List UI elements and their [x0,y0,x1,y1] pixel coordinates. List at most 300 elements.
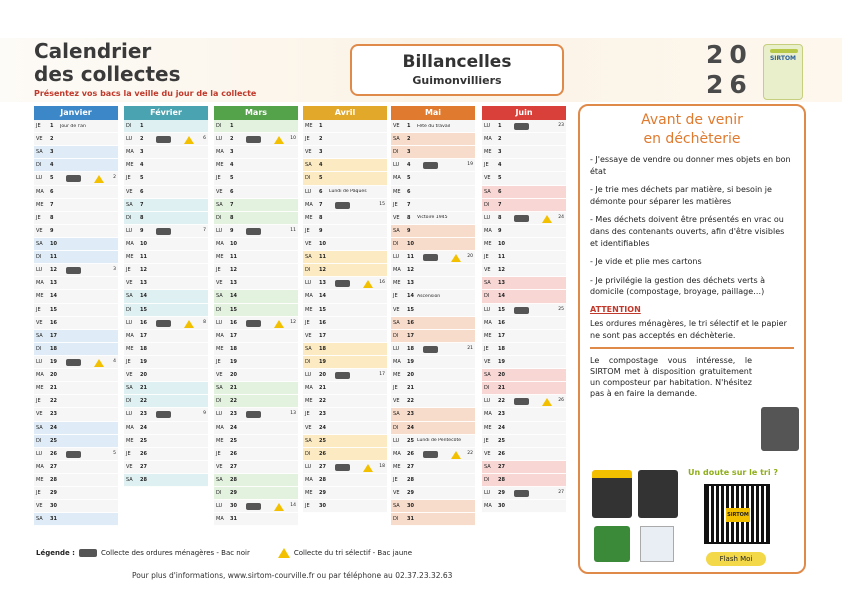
day-number: 18 [407,345,414,352]
day-row [214,461,298,474]
day-row [391,343,475,356]
month-header: Juin [482,106,566,120]
day-row [391,120,475,133]
weekday: SA [393,227,400,234]
week-number: 12 [290,319,296,325]
weekday: SA [36,149,43,156]
day-row [391,369,475,382]
day-number: 10 [407,241,414,248]
weekday: MA [36,188,44,195]
tips-list [580,154,804,298]
week-number: 16 [379,280,385,286]
day-number: 1 [407,123,411,130]
weekday: VE [305,332,312,339]
week-number: 4 [113,358,116,364]
weekday: MA [216,149,224,156]
day-number: 6 [230,188,234,195]
weekday: JE [305,227,310,234]
holiday-label: Victoire 1945 [417,215,448,221]
composter-image [761,407,799,451]
weekday: JE [393,201,398,208]
day-number: 20 [50,372,57,379]
day-row [124,343,208,356]
weekday: ME [484,241,492,248]
weekday: JE [216,450,221,457]
day-number: 22 [50,398,57,405]
weekday: LU [484,490,491,497]
week-number: 24 [558,214,564,220]
info-panel [578,104,806,574]
day-row [124,448,208,461]
day-number: 13 [407,280,414,287]
day-number: 27 [498,463,505,470]
day-row [214,369,298,382]
day-row [214,290,298,303]
day-number: 27 [140,463,147,470]
day-row [214,264,298,277]
sorting-question: Un doute sur le tri ? [688,468,779,477]
weekday: LU [393,162,400,169]
month-column [124,106,208,538]
week-number: 19 [467,162,473,168]
weekday: VE [216,372,223,379]
day-row [124,264,208,277]
yellow-triangle-icon [451,254,461,262]
weekday: MA [216,516,224,523]
day-row [391,356,475,369]
day-number: 4 [498,162,502,169]
day-number: 31 [230,516,237,523]
day-number: 19 [140,359,147,366]
yellow-triangle-icon [184,136,194,144]
day-number: 18 [319,345,326,352]
weekday: MA [484,319,492,326]
yellow-triangle-icon [274,136,284,144]
day-row [303,369,387,382]
day-row [34,146,118,159]
black-bin-icon [638,470,678,518]
day-number: 21 [407,385,414,392]
weekday: ME [484,149,492,156]
day-number: 9 [498,227,502,234]
weekday: JE [126,267,131,274]
day-row [214,159,298,172]
weekday: VE [305,424,312,431]
day-number: 11 [230,254,237,261]
day-number: 20 [140,372,147,379]
day-row [303,448,387,461]
day-number: 29 [50,490,57,497]
day-row [482,251,566,264]
day-number: 6 [319,188,323,195]
day-row [482,159,566,172]
day-row [34,448,118,461]
calendar-grid [34,106,572,538]
day-row [482,369,566,382]
black-bin-icon [66,359,81,366]
day-number: 4 [230,162,234,169]
weekday: VE [216,188,223,195]
weekday: SA [484,188,491,195]
weekday: SA [484,372,491,379]
day-row [482,290,566,303]
day-row [303,435,387,448]
divider [590,347,794,349]
day-row [214,500,298,513]
weekday: MA [393,267,401,274]
day-number: 10 [498,241,505,248]
day-row [214,199,298,212]
yellow-triangle-icon [274,503,284,511]
weekday: SA [126,293,133,300]
black-bin-icon [514,398,529,405]
day-row [303,304,387,317]
day-row [34,264,118,277]
day-number: 8 [140,214,144,221]
day-row [482,343,566,356]
day-row [34,172,118,185]
day-number: 14 [230,293,237,300]
day-number: 23 [50,411,57,418]
day-row [303,408,387,421]
day-row [303,199,387,212]
page-title: Calendrier des collectes [34,39,181,86]
weekday: LU [36,450,43,457]
black-bin-icon [423,254,438,261]
weekday: LU [305,463,312,470]
black-bin-icon [335,202,350,209]
weekday: ME [305,306,313,313]
weekday: JE [216,267,221,274]
weekday: MA [305,201,313,208]
day-row [482,435,566,448]
weekday: VE [393,398,400,405]
day-row [124,225,208,238]
day-number: 12 [498,267,505,274]
day-row [482,172,566,185]
month-column [391,106,475,538]
weekday: MA [126,424,134,431]
day-row [303,159,387,172]
weekday: ME [126,345,134,352]
weekday: DI [393,332,399,339]
day-row [391,172,475,185]
weekday: JE [216,359,221,366]
day-row [391,461,475,474]
weekday: VE [484,175,491,182]
day-number: 15 [230,306,237,313]
day-number: 8 [319,214,323,221]
day-number: 3 [407,149,411,156]
day-row [214,251,298,264]
panel-title: Avant de venir en déchèterie [641,112,743,147]
weekday: SA [216,201,223,208]
day-number: 27 [230,463,237,470]
black-bin-icon [246,228,261,235]
weekday: MA [36,463,44,470]
day-row [391,513,475,526]
day-number: 11 [319,254,326,261]
day-number: 3 [319,149,323,156]
day-number: 15 [50,306,57,313]
day-number: 23 [498,411,505,418]
black-bin-icon [246,320,261,327]
day-number: 13 [319,280,326,287]
day-row [34,435,118,448]
weekday: SA [484,463,491,470]
yellow-triangle-icon [184,320,194,328]
weekday: LU [393,437,400,444]
day-row [303,251,387,264]
black-bin-icon [66,175,81,182]
month-header: Février [124,106,208,120]
weekday: LU [305,372,312,379]
attention-text: Les ordures ménagères, le tri sélectif et le papier ne sont pas acceptés en déchèterie. [590,318,787,340]
day-number: 11 [50,254,57,261]
yellow-bin-icon [592,470,632,518]
weekday: LU [216,503,223,510]
day-row [303,356,387,369]
weekday: VE [216,463,223,470]
weekday: LU [216,319,223,326]
yellow-triangle-icon [542,215,552,223]
day-row [34,422,118,435]
weekday: MA [393,359,401,366]
weekday: VE [36,503,43,510]
day-number: 18 [140,345,147,352]
day-row [482,264,566,277]
day-row [482,199,566,212]
day-number: 22 [498,398,505,405]
day-number: 20 [230,372,237,379]
day-number: 25 [498,437,505,444]
weekday: JE [484,345,489,352]
day-row [482,448,566,461]
weekday: ME [393,463,401,470]
day-number: 14 [407,293,414,300]
weekday: VE [484,359,491,366]
day-number: 9 [140,227,144,234]
weekday: MA [393,450,401,457]
day-number: 23 [407,411,414,418]
weekday: ME [216,345,224,352]
weekday: JE [305,136,310,143]
week-number: 15 [379,201,385,207]
tip-item: - Je vide et plie mes cartons [590,257,702,267]
month-header: Mai [391,106,475,120]
weekday: LU [36,267,43,274]
yellow-triangle-icon [363,280,373,288]
week-number: 26 [558,398,564,404]
day-number: 24 [498,424,505,431]
day-number: 20 [319,372,326,379]
footer-info: Pour plus d'informations, www.sirtom-courville.fr ou par téléphone au 02.37.23.32.63 [132,571,453,580]
black-bin-icon [423,162,438,169]
weekday: DI [484,293,490,300]
weekday: DI [126,214,132,221]
weekday: MA [36,372,44,379]
day-number: 1 [498,123,502,130]
day-row [34,395,118,408]
day-row [303,343,387,356]
day-number: 1 [140,123,144,130]
weekday: SA [305,437,312,444]
day-number: 13 [140,280,147,287]
day-number: 11 [407,254,414,261]
day-number: 9 [319,227,323,234]
weekday: DI [305,267,311,274]
day-row [303,238,387,251]
day-row [34,290,118,303]
weekday: MA [305,385,313,392]
day-number: 28 [407,477,414,483]
black-bin-icon [514,307,529,314]
weekday: ME [36,201,44,208]
day-row [124,199,208,212]
day-row [124,159,208,172]
day-row [391,186,475,199]
sirtom-logo: SIRTOM [763,44,803,100]
weekday: MA [36,280,44,287]
day-row [34,238,118,251]
weekday: DI [36,254,42,261]
week-number: 20 [467,254,473,260]
day-number: 25 [50,437,57,444]
day-number: 12 [407,267,414,274]
day-row [391,330,475,343]
day-number: 3 [140,149,144,156]
weekday: VE [393,306,400,313]
day-number: 28 [498,477,505,483]
day-number: 25 [319,437,326,444]
day-row [482,317,566,330]
day-row [482,487,566,500]
day-row [124,172,208,185]
weekday: LU [126,136,133,143]
attention-heading: ATTENTION [590,304,641,314]
day-number: 5 [407,175,411,182]
weekday: VE [126,463,133,470]
flash-me-badge[interactable]: Flash Moi [706,552,766,566]
day-number: 19 [230,359,237,366]
day-row [124,408,208,421]
day-row [34,513,118,526]
day-row [482,330,566,343]
day-row [482,304,566,317]
day-number: 13 [498,280,505,287]
holiday-label: Lundi de Pâques [329,189,367,195]
weekday: MA [216,424,224,431]
day-row [482,408,566,421]
day-row [124,277,208,290]
year: 20 26 [706,40,753,99]
weekday: SA [36,516,43,523]
day-number: 1 [230,123,234,130]
day-row [124,422,208,435]
day-row [124,395,208,408]
day-row [391,500,475,513]
yellow-triangle-icon [94,359,104,367]
day-number: 7 [319,201,323,208]
day-row [391,290,475,303]
day-number: 22 [407,398,414,405]
day-number: 17 [407,332,414,339]
yellow-triangle-icon [363,464,373,472]
day-row [34,277,118,290]
day-row [303,186,387,199]
day-row [124,435,208,448]
page-subtitle: Présentez vos bacs la veille du jour de la collecte [34,89,257,98]
day-number: 16 [140,319,147,326]
day-number: 21 [140,385,147,392]
weekday: LU [484,306,491,313]
day-row [124,133,208,146]
weekday: DI [36,437,42,444]
week-number: 21 [467,345,473,351]
qr-code[interactable] [704,484,770,544]
day-number: 12 [140,267,147,274]
day-row [124,474,208,487]
compost-text: Le compostage vous intéresse, le SIRTOM met à disposition gratuitement un composteur par habitation. N'hésitez pas à en faire la demande. [590,356,752,399]
day-number: 14 [50,293,57,300]
day-row [391,395,475,408]
day-number: 25 [407,437,414,444]
weekday: DI [126,123,132,130]
weekday: ME [36,477,44,483]
day-row [124,461,208,474]
day-number: 29 [319,490,326,497]
day-number: 1 [319,123,323,130]
day-number: 15 [407,306,414,313]
day-row [34,317,118,330]
day-row [214,225,298,238]
day-number: 22 [140,398,147,405]
weekday: MA [216,332,224,339]
day-row [124,330,208,343]
day-number: 17 [230,332,237,339]
weekday: JE [126,175,131,182]
weekday: VE [484,267,491,274]
weekday: JE [36,306,41,313]
day-number: 29 [407,490,414,497]
day-row [34,120,118,133]
weekday: ME [126,162,134,169]
day-row [124,356,208,369]
day-row [214,304,298,317]
weekday: SA [305,345,312,352]
weekday: DI [484,477,490,483]
day-row [34,330,118,343]
day-row [303,120,387,133]
green-bag-icon [594,526,630,562]
day-row [391,448,475,461]
day-row [391,422,475,435]
day-number: 22 [319,398,326,405]
day-row [482,186,566,199]
day-number: 13 [230,280,237,287]
day-row [391,487,475,500]
weekday: DI [393,424,399,431]
weekday: SA [393,136,400,143]
weekday: DI [216,398,222,405]
day-row [124,290,208,303]
day-row [34,487,118,500]
weekday: SA [36,332,43,339]
weekday: SA [126,201,133,208]
day-row [303,290,387,303]
weekday: JE [36,123,41,130]
weekday: DI [484,201,490,208]
